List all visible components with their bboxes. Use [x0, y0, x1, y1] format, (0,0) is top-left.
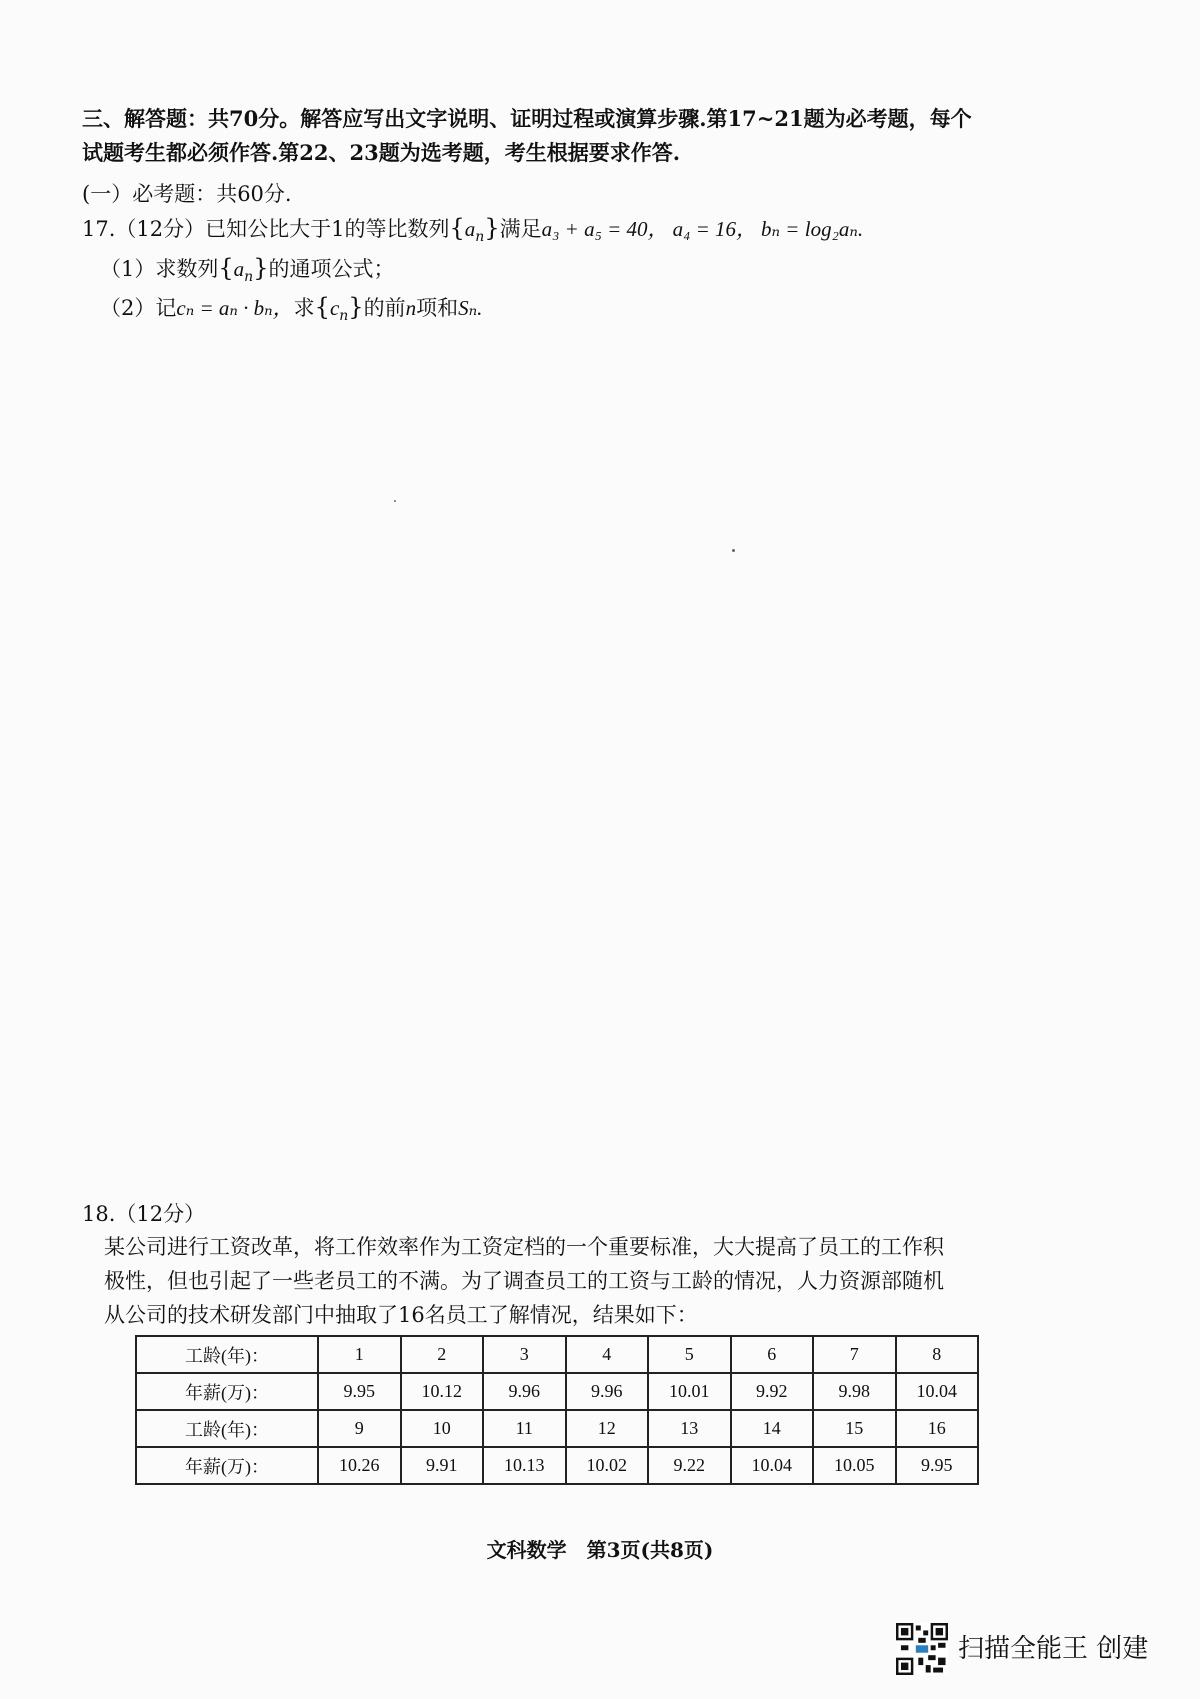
q17-seq-symbol: a [464, 217, 476, 241]
table-row [136, 1447, 978, 1484]
q17-points: （12分） [115, 217, 206, 241]
q18-para-line1: 某公司进行工资改革，将工作效率作为工资定档的一个重要标准，大大提高了员工的工作积 [104, 1235, 944, 1259]
table-cell: 10.12 [401, 1373, 484, 1410]
table-cell: 9.91 [401, 1447, 484, 1484]
qr-code-icon [896, 1623, 948, 1675]
table-cell: 10.02 [566, 1447, 649, 1484]
q18-para-line2: 极性，但也引起了一些老员工的不满。为了调查员工的工资与工龄的情况，人力资源部随机 [104, 1269, 944, 1293]
q18-number: 18. [82, 1202, 116, 1226]
q17-cond1: a₃ + a₅ = 40， [541, 217, 669, 241]
q17-part2: （2）记cₙ = aₙ · bₙ，求$\{c_n\}$的前n项和Sₙ. [100, 293, 483, 324]
table-cell: 11 [483, 1410, 566, 1447]
table-cell: 4 [566, 1336, 649, 1373]
table-cell: 2 [401, 1336, 484, 1373]
scan-speck [394, 500, 396, 502]
q17-part2-n: n [405, 296, 417, 320]
table-cell: 9.96 [483, 1373, 566, 1410]
table-cell: 10.26 [318, 1447, 401, 1484]
q17-part2-text-a: 记 [155, 296, 177, 320]
table-cell: 5 [648, 1336, 731, 1373]
table-row-label: 年薪(万)： [136, 1373, 318, 1410]
table-cell: 9.92 [731, 1373, 814, 1410]
salary-tenure-table [135, 1335, 979, 1485]
table-cell: 13 [648, 1410, 731, 1447]
q17-part2-text-c: 的前 [363, 296, 406, 320]
table-cell: 15 [813, 1410, 896, 1447]
page-footer: 文科数学 第3页(共8页) [486, 1538, 714, 1562]
table-cell: 10.01 [648, 1373, 731, 1410]
table-cell: 9.96 [566, 1373, 649, 1410]
table-cell: 10.04 [896, 1373, 979, 1410]
table-row-label: 工龄(年)： [136, 1336, 318, 1373]
table-cell: 3 [483, 1336, 566, 1373]
table-row-label: 年薪(万)： [136, 1447, 318, 1484]
table-cell: 10.05 [813, 1447, 896, 1484]
table-cell: 9.95 [318, 1373, 401, 1410]
table-cell: 10 [401, 1410, 484, 1447]
q17-part2-text-b: 求 [293, 296, 315, 320]
q17-part1-label: （1） [100, 257, 156, 281]
q17-stem: 17.（12分）已知公比大于1的等比数列$\{a_n\}$满足a₃ + a₅ = 40， a₄ = 16， bₙ = log₂aₙ. [82, 214, 864, 245]
q17-number: 17. [82, 217, 116, 241]
q17-part2-label: （2） [100, 296, 156, 320]
table-row-label: 工龄(年)： [136, 1410, 318, 1447]
q17-part2-formula: cₙ = aₙ · bₙ， [176, 296, 294, 320]
table-cell: 9.98 [813, 1373, 896, 1410]
table-cell: 14 [731, 1410, 814, 1447]
q17-stem-prefix: 已知公比大于1的等比数列 [205, 217, 450, 241]
table-cell: 1 [318, 1336, 401, 1373]
table-cell: 12 [566, 1410, 649, 1447]
section-heading-line1: 三、解答题：共70分。解答应写出文字说明、证明过程或演算步骤.第17~21题为必考题，每个 [82, 106, 972, 131]
q17-part2-sum: Sₙ. [458, 296, 483, 320]
table-cell: 9.22 [648, 1447, 731, 1484]
required-section-label: (一）必考题：共60分. [82, 182, 292, 206]
q18-header [82, 1199, 205, 1229]
table-cell: 7 [813, 1336, 896, 1373]
table-cell: 16 [896, 1410, 979, 1447]
q17-cond2: a₄ = 16， [672, 217, 758, 241]
q17-part2-text-d: 项和 [416, 296, 459, 320]
table-row [136, 1336, 978, 1373]
q18-points: （12分） [115, 1202, 206, 1226]
table-cell: 9 [318, 1410, 401, 1447]
q18-para-line3: 从公司的技术研发部门中抽取了16名员工了解情况，结果如下： [104, 1303, 698, 1327]
q17-cond3: bₙ = log₂aₙ. [761, 217, 864, 241]
table-cell: 9.95 [896, 1447, 979, 1484]
section-heading-line2: 试题考生都必须作答.第22、23题为选考题，考生根据要求作答. [82, 140, 681, 165]
scan-speck [732, 549, 735, 552]
q17-part1-text-b: 的通项公式； [268, 257, 395, 281]
table-row [136, 1410, 978, 1447]
table-cell: 10.13 [483, 1447, 566, 1484]
table-row [136, 1373, 978, 1410]
q17-part1: （1）求数列$\{a_n\}$的通项公式； [100, 254, 395, 285]
table-cell: 6 [731, 1336, 814, 1373]
q17-part1-text-a: 求数列 [155, 257, 219, 281]
table-cell: 8 [896, 1336, 979, 1373]
scanner-watermark-label: 扫描全能王 创建 [958, 1634, 1149, 1664]
q17-stem-mid: 满足 [499, 217, 542, 241]
table-cell: 10.04 [731, 1447, 814, 1484]
